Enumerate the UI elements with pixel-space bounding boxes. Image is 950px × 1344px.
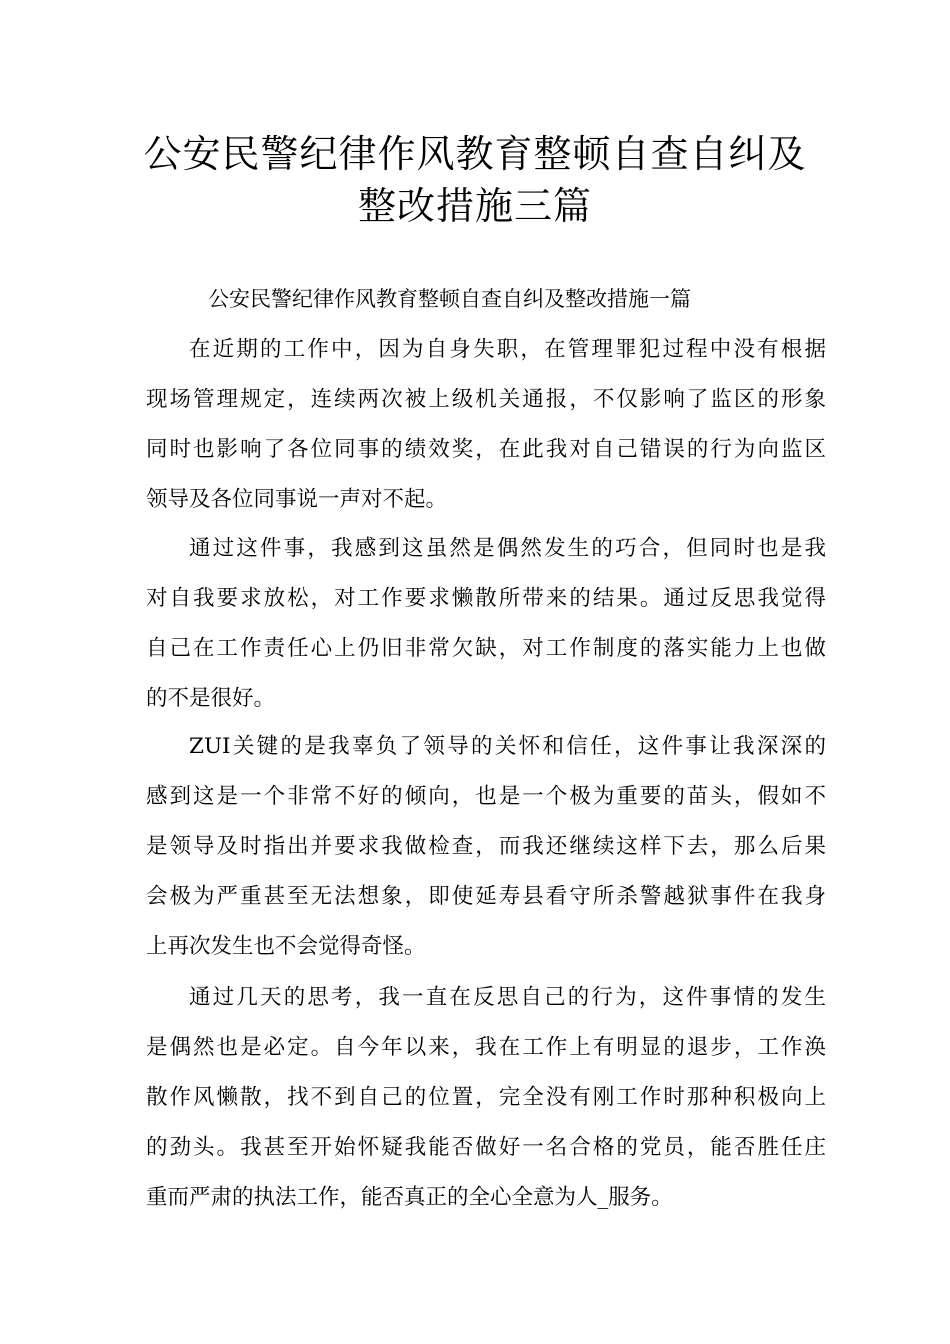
paragraph-line: 感到这是一个非常不好的倾向，也是一个极为重要的苗头，假如不 [146, 784, 826, 809]
paragraph-line: 的劲头。我甚至开始怀疑我能否做好一名合格的党员，能否胜任庄 [146, 1135, 826, 1160]
paragraph-line: 通过这件事，我感到这虽然是偶然发生的巧合，但同时也是我 [189, 536, 826, 561]
paragraph-line: 重而严肃的执法工作，能否真正的全心全意为人_服务。 [146, 1185, 673, 1210]
paragraph-line: 会极为严重甚至无法想象，即使延寿县看守所杀警越狱事件在我身 [146, 884, 826, 909]
paragraph-line: 领导及各位同事说一声对不起。 [146, 487, 448, 512]
paragraph-line: 的不是很好。 [146, 686, 276, 711]
paragraph-3 [146, 722, 826, 972]
paragraph-line: 在近期的工作中，因为自身失职，在管理罪犯过程中没有根据 [189, 337, 826, 362]
paragraph-line: 是领导及时指出并要求我做检查，而我还继续这样下去，那么后果 [146, 834, 826, 859]
paragraph-line: 上再次发生也不会觉得奇怪。 [146, 934, 426, 959]
paragraph-2 [146, 524, 826, 724]
paragraph-line: 对自我要求放松，对工作要求懒散所带来的结果。通过反思我觉得 [146, 586, 826, 611]
paragraph-line: 通过几天的思考，我一直在反思自己的行为，这件事情的发生 [189, 985, 826, 1010]
document-title-line-1: 公安民警纪律作风教育整顿自查自纠及 [143, 132, 807, 176]
paragraph-line: 同时也影响了各位同事的绩效奖，在此我对自己错误的行为向监区 [146, 437, 826, 462]
document-title-line-2: 整改措施三篇 [357, 184, 592, 228]
paragraph-line: ZUI关键的是我辜负了领导的关怀和信任，这件事让我深深的 [189, 734, 826, 759]
paragraph-line: 自己在工作责任心上仍旧非常欠缺，对工作制度的落实能力上也做 [146, 636, 826, 661]
paragraph-4 [146, 973, 826, 1223]
paragraph-line: 是偶然也是必定。自今年以来，我在工作上有明显的退步，工作涣 [146, 1035, 826, 1060]
paragraph-line: 现场管理规定，连续两次被上级机关通报，不仅影响了监区的形象 [146, 387, 826, 412]
paragraph-line: 散作风懒散，找不到自己的位置，完全没有刚工作时那种积极向上 [146, 1085, 826, 1110]
paragraph-1 [146, 325, 826, 525]
section-subtitle: 公安民警纪律作风教育整顿自查自纠及整改措施一篇 [208, 287, 691, 311]
